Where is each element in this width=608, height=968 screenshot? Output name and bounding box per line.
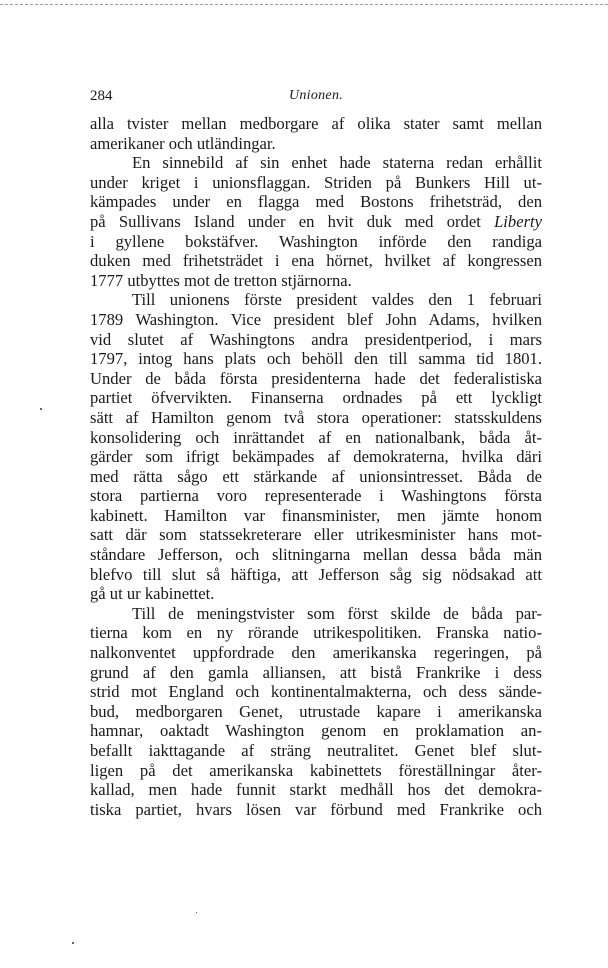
text-line: med rätta sågo ett stärkande af unionsintresset. Båda de (90, 466, 542, 486)
text-line: vid slutet af Washingtons andra presidentperiod, i mars (90, 329, 542, 349)
scan-speck (40, 408, 42, 410)
page-top-edge (0, 4, 608, 5)
text-line: 1789 Washington. Vice president blef John Adams, hvilken (90, 309, 542, 329)
text-line: blefvo till slut så häftiga, att Jefferson såg sig nödsakad att (90, 564, 542, 584)
text-line: sätt af Hamilton genom två stora operationer: statsskuldens (90, 407, 542, 427)
text-line: duken med frihetsträdet i ena hörnet, hvilket af kongressen (90, 251, 542, 271)
body-text (90, 114, 542, 819)
paragraph (90, 604, 542, 820)
page-header (90, 88, 542, 108)
text-line: grund af den gamla alliansen, att bistå Frankrike i dess (90, 662, 542, 682)
text-line: konsolidering och inrättandet af en nationalbank, båda åt- (90, 427, 542, 447)
text-line: partiet öfvervikten. Finanserna ordnades på ett lyckligt (90, 388, 542, 408)
text-line: under kriget i unionsflaggan. Striden på Bunkers Hill ut- (90, 172, 542, 192)
text-line: hamnar, oaktadt Washington genom en proklamation an- (90, 721, 542, 741)
text-line: satt där som statssekreterare eller utrikesminister hans mot- (90, 525, 542, 545)
running-title: Unionen. (288, 88, 344, 103)
text-line: ståndare Jefferson, och slitningarna mellan dessa båda män (90, 545, 542, 565)
page-number: 284 (90, 88, 113, 104)
text-line: strid mot England och kontinentalmakterna, och dess sände- (90, 682, 542, 702)
scan-speck (196, 912, 197, 913)
text-line: nalkonventet uppfordrade den amerikanska regeringen, på (90, 643, 542, 663)
paragraph (90, 290, 542, 604)
text-line: ligen på det amerikanska kabinettets föreställningar åter- (90, 760, 542, 780)
text-line: kabinett. Hamilton var finansminister, men jämte honom (90, 505, 542, 525)
text-line: i gyllene bokstäfver. Washington införde den randiga (90, 231, 542, 251)
scan-speck (72, 942, 74, 944)
paragraph (90, 114, 542, 153)
text-line: befallt iakttagande af sträng neutralitet. Genet blef slut- (90, 741, 542, 760)
text-line: gärder som ifrigt bekämpades af demokraterna, hvilka däri (90, 447, 542, 467)
text-line: En sinnebild af sin enhet hade staterna redan erhållit (132, 153, 542, 173)
text-line: alla tvister mellan medborgare af olika stater samt mellan (90, 114, 542, 133)
text-line: kämpades under en flagga med Bostons frihetsträd, den (90, 192, 542, 212)
text-line: bud, medborgaren Genet, utrustade kapare i amerikanska (90, 701, 542, 721)
text-line: stora partierna voro representerade i Washingtons första (90, 486, 542, 506)
text-line: Till unionens förste president valdes den 1 februari (132, 290, 542, 310)
text-line: tierna kom en ny rörande utrikespolitiken. Franska natio- (90, 623, 542, 643)
text-line: Under de båda första presidenterna hade det federalistiska (90, 368, 542, 388)
emphasized-word: Liberty (494, 211, 542, 231)
paragraph (90, 153, 542, 290)
text-line: 1777 utbyttes mot de tretton stjärnorna. (90, 270, 352, 290)
text-line: 1797, intog hans plats och behöll den till samma tid 1801. (90, 349, 542, 369)
text-line: amerikaner och utländingar. (90, 133, 276, 153)
text-line: på Sullivans Island under en hvit duk med ordet Liberty (90, 211, 542, 231)
text-line: Till de meningstvister som först skilde de båda par- (132, 603, 542, 623)
text-line: gå ut ur kabinettet. (90, 584, 215, 604)
text-line: kallad, men hade funnit starkt medhåll hos det demokra- (90, 780, 542, 800)
text-line: tiska partiet, hvars lösen var förbund med Frankrike och (90, 799, 542, 819)
